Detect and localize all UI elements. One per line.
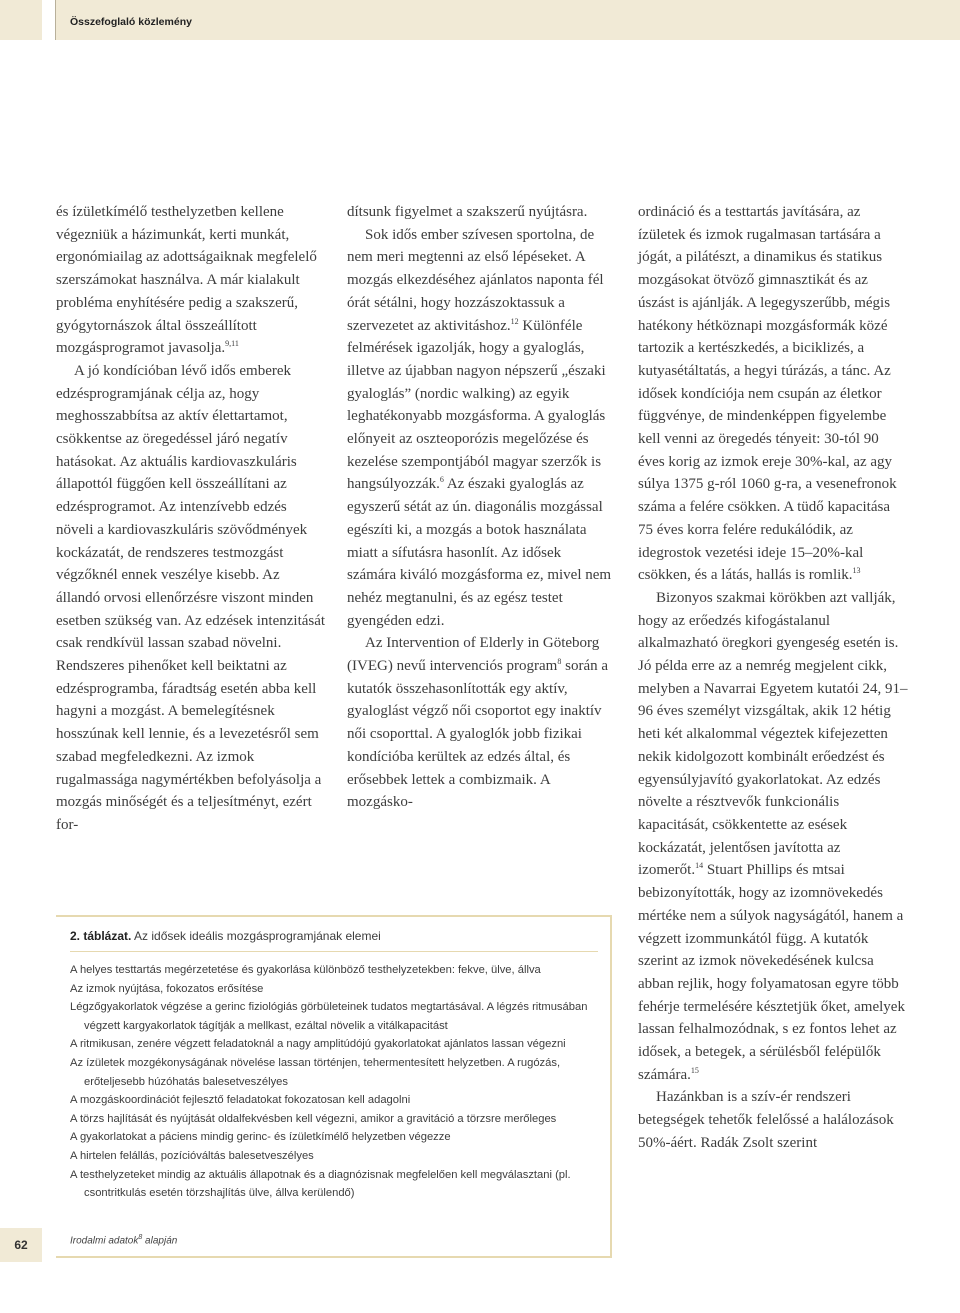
page-number: 62 bbox=[14, 1238, 28, 1252]
paragraph-text: Hazánkban is a szív-ér rendszeri betegségek tehetők felelőssé a halálozások 50%-áért. Radák Zsolt szerint bbox=[638, 1089, 894, 1151]
text-column-3 bbox=[638, 201, 908, 1155]
paragraph-text: dítsunk figyelmet a szakszerű nyújtásra. bbox=[347, 204, 588, 220]
paragraph bbox=[347, 224, 612, 633]
table-item: Légzőgyakorlatok végzése a gerinc fiziológiás görbületeinek tudatos megtartásával. A légzés ritmusában végzett kargyakorlatok tágítják a mellkast, ezáltal növelik a vitálkapacitást bbox=[70, 1001, 588, 1032]
reference-superscript: 15 bbox=[690, 1065, 699, 1075]
running-header bbox=[55, 0, 960, 40]
paragraph-text: során a kutatók összehasonlították egy aktív, gyaloglást végző női csoportot egy inaktív női csoporttal. A gyaloglók jobb fizikai kondícióba kerültek az edzés által, és erősebbek lettek a combizmaik. A mozgásko- bbox=[347, 658, 609, 811]
paragraph bbox=[56, 201, 326, 360]
paragraph-text: A jó kondícióban lévő idős emberek edzésprogramjának célja az, hogy meghosszabbítsa az aktív élettartamot, csökkentse az öregedéssel járó negatív hatásokat. Az aktuális kardiovaszkuláris állapottól függően kell összeállítani az edzésprogramot. Az intenzívebb edzés növeli a kardiovaszkuláris szövődmények kockázatát, de rendszeres testmozgást végzőknél ennek veszélye kisebb. Az állandó orvosi ellenőrzésre viszont minden esetben szükség van. Az edzések intenzitását csak rendkívül lassan szabad növelni. Rendszeres pihenőket kell beiktatni az edzésprogramba, fáradtság esetén abba kell hagyni a mozgást. A bemelegítésnek hosszúnak kell lennie, és a levezetésről sem szabad megfeledkezni. Az izmok rugalmassága nagymértékben befolyásolja a mozgás minőségét és a teljesítményt, ezért for- bbox=[56, 362, 326, 833]
section-title: Összefoglaló közlemény bbox=[70, 16, 192, 28]
paragraph bbox=[638, 587, 908, 1086]
text-column-1 bbox=[56, 201, 326, 837]
table-item: A gyakorlatokat a páciens mindig gerinc- és ízületkímélő helyzetben végezze bbox=[70, 1131, 451, 1144]
paragraph bbox=[56, 360, 326, 837]
reference-superscript: 8 bbox=[557, 657, 562, 667]
table-item: A törzs hajlítását és nyújtását oldalfekvésben kell végezni, amikor a gravitáció a törzsre merőleges bbox=[70, 1112, 557, 1125]
table-item-list bbox=[70, 961, 598, 1203]
table-item: A mozgáskoordinációt fejlesztő feladatokat fokozatosan kell adagolni bbox=[70, 1094, 411, 1107]
table-title: Az idősek ideális mozgásprogramjának elemei bbox=[131, 929, 381, 943]
reference-superscript: 13 bbox=[852, 566, 861, 576]
reference-superscript: 14 bbox=[695, 861, 704, 871]
table-item: Az izmok nyújtása, fokozatos erősítése bbox=[70, 982, 264, 995]
reference-superscript: 12 bbox=[510, 316, 519, 326]
paragraph-text: Az Intervention of Elderly in Göteborg (IVEG) nevű intervenciós program bbox=[347, 635, 600, 675]
table-source-text: Irodalmi adatok bbox=[70, 1235, 139, 1247]
paragraph bbox=[347, 201, 612, 224]
table-caption bbox=[70, 929, 381, 943]
paragraph bbox=[347, 632, 612, 814]
paragraph-text: Különféle felmérések igazolják, hogy a gyaloglás, illetve az újabban nagyon népszerű „északi gyaloglás” (nordic walking) az egyik leghatékonyabb mozgásforma. A gyaloglás előnyeit az oszteoporózis megelőzése és kezelése szempontjából magyar szerzők is hangsúlyozzák. bbox=[347, 317, 606, 493]
table-number: 2. táblázat. bbox=[70, 929, 132, 943]
sidebar-top-band bbox=[0, 0, 42, 40]
paragraph bbox=[638, 201, 908, 587]
table-item: A hirtelen felállás, pozícióváltás balesetveszélyes bbox=[70, 1149, 314, 1162]
paragraph-text: és ízületkímélő testhelyzetben kellene végezniük a házimunkát, kerti munkát, ergonómiailag az adottságaiknak megfelelő szerszámokat használva. A már kialakult probléma enyhítésére pedig a szakszerű, gyógytornászok által összeállított mozgásprogramot javasolja. bbox=[56, 204, 317, 357]
table-item: A ritmikusan, zenére végzett feladatoknál a nagy amplitúdójú gyakorlatokat ajánlatos lassan végezni bbox=[70, 1038, 566, 1051]
paragraph-text: Az északi gyaloglás az egyszerű sétát az ún. diagonális mozgással egészíti ki, a mozgás a botok használata miatt a sífutásra hasonlít. Az idősek számára kiváló mozgásforma ez, mivel nem nehéz megtanulni, és az egész testet gyengéden edzi. bbox=[347, 476, 612, 629]
table-item: Az ízületek mozgékonyságának növelése lassan történjen, tehermentesített helyzetben. A rugózás, erőteljesebb húzóhatás balesetveszélyes bbox=[70, 1056, 561, 1088]
paragraph-text: Bizonyos szakmai körökben azt vallják, hogy az erőedzés kifogástalanul alkalmazható öregkori gyengeség esetén is. Jó példa erre az a nemrég megjelent cikk, melyben a Navarrai Egyetem kutatói 24, 91–96 éves személyt vizsgáltak, akik 12 hétig heti két alkalommal végeztek kifejezetten nekik kidolgozott kombinált erőedzést és egyensúlyjavító gyakorlatokat. Az edzés növelte a résztvevők funkcionális kapacitását, csökkentette az esések kockázatát, jelentősen javította az izomerőt. bbox=[638, 589, 908, 879]
paragraph-text: ordináció és a testtartás javítására, az ízületek és izmok rugalmasan tartására a jógát, a pilátészt, a dinamikus és statikus mozgásokat ötvöző gimnasztikát és az úszást is ajánlják. A legegyszerűbb, mégis hatékony hétköznapi mozgásformák közé tartozik a kertészkedés, a biciklizés, a kutyasétáltatás, a hegyi túrázás, a tánc. Az idősek kondíciója nem csupán az életkor függvénye, de mindenképpen figyelembe kell venni az öregedés tényeit: 30-tól 90 éves korig az izmok ereje 30%-kal, az agy súlya 1375 g-ról 1060 g-ra, a vesenefronok száma a felére csökken. A tüdő kapacitása 75 éves korra felére redukálódik, az idegrostok vezetési ideje 15–20%-kal csökken, és a látás, hallás is romlik. bbox=[638, 204, 897, 584]
table-item: A testhelyzeteket mindig az aktuális állapotnak és a diagnózisnak megfelelően kell megválasztani (pl. csontritkulás esetén törzshajlítás ülve, állva kerülendő) bbox=[70, 1168, 571, 1200]
paragraph-text: Stuart Phillips és mtsai bebizonyították, hogy az izomnövekedés mértéke nem a súlyok nagyságától, hanem a végzett izommunkától függ. A kutatók szerint az izmok növekedésének kulcsa abban rejlik, hogy folyamatosan egyre több fehérje termelésére késztetjük őket, amelyek lassan felhalmozódnak, s ez fontos lehet az idősek, a betegek, a sérülésből felépülők számára. bbox=[638, 862, 905, 1083]
reference-superscript: 9,11 bbox=[225, 339, 239, 349]
reference-superscript: 6 bbox=[439, 475, 444, 485]
table-source-suffix: alapján bbox=[142, 1235, 178, 1247]
table-item: A helyes testtartás megérzetetése és gyakorlása különböző testhelyzetekben: fekve, ülve, állva bbox=[70, 964, 541, 976]
text-column-2 bbox=[347, 201, 612, 814]
table-caption-divider bbox=[70, 951, 598, 952]
paragraph-text: Sok idős ember szívesen sportolna, de nem meri megtenni az első lépéseket. A mozgás elkezdéséhez ajánlatos naponta fél órát sétálni, hogy hozzászoktassuk a szervezetet az aktivitáshoz. bbox=[347, 226, 604, 334]
table-source-ref: 8 bbox=[138, 1234, 143, 1241]
table-2 bbox=[56, 915, 612, 1258]
paragraph bbox=[638, 1086, 908, 1154]
table-source-note bbox=[70, 1234, 177, 1246]
